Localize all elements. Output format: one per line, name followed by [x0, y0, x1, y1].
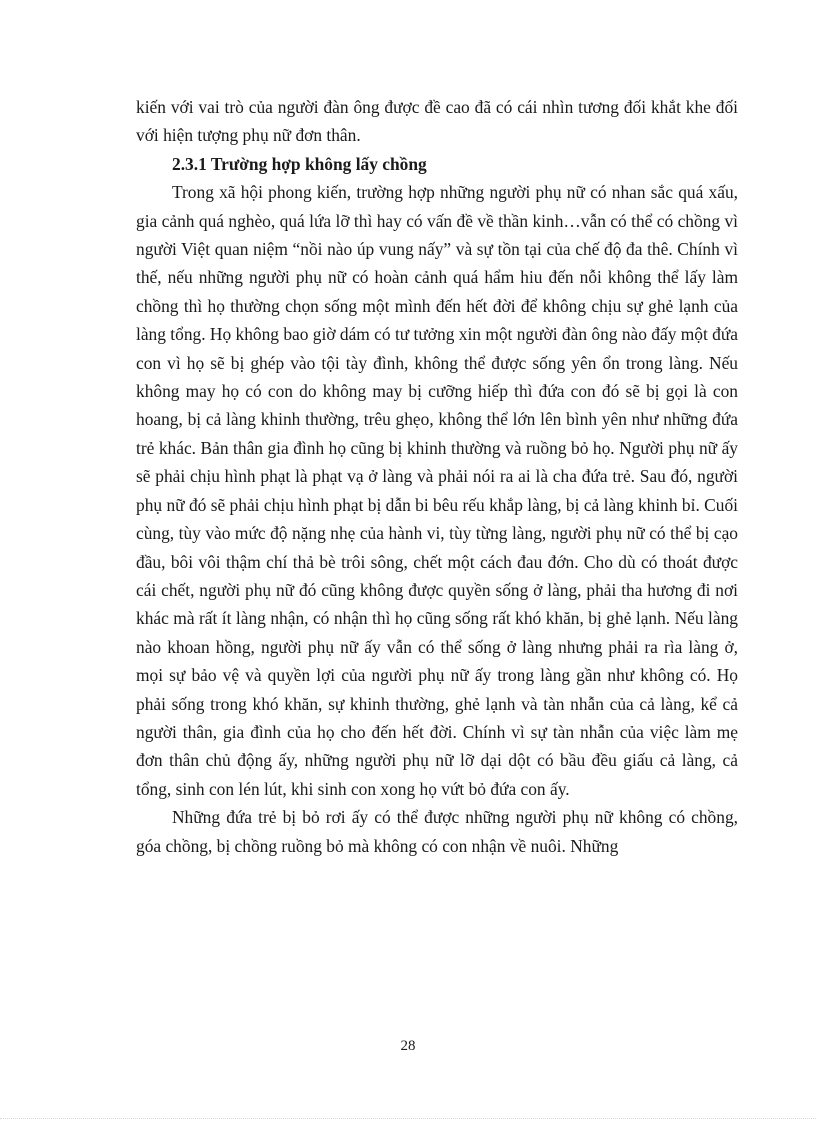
body-text: [136, 93, 738, 860]
paragraph-last: Những đứa trẻ bị bỏ rơi ấy có thể được những người phụ nữ không có chồng, góa chồng, bị chồng ruồng bỏ mà không có con nhận về nuôi. Những: [136, 807, 738, 856]
paragraph-main: Trong xã hội phong kiến, trường hợp những người phụ nữ có nhan sắc quá xấu, gia cảnh quá nghèo, quá lứa lỡ thì hay có vấn đề về thần kinh…vẫn có thể có chồng vì người Việt quan niệm “nồi nào úp vung nấy” và sự tồn tại của chế độ đa thê. Chính vì thế, nếu những người phụ nữ có hoàn cảnh quá hẩm hiu đến nỗi không thể lấy làm chồng thì họ thường chọn sống một mình đến hết đời để không chịu sự ghẻ lạnh của làng tổng. Họ không bao giờ dám có tư tưởng xin một người đàn ông nào đấy một đứa con vì họ sẽ bị ghép vào tội tày đình, không thể được sống yên ổn trong làng. Nếu không may họ có con do không may bị cưỡng hiếp thì đứa con đó sẽ bị gọi là con hoang, bị cả làng khinh thường, trêu ghẹo, không thể lớn lên bình yên như những đứa trẻ khác. Bản thân gia đình họ cũng bị khinh thường và ruồng bỏ họ. Người phụ nữ ấy sẽ phải chịu hình phạt là phạt vạ ở làng và phải nói ra ai là cha đứa trẻ. Sau đó, người phụ nữ đó sẽ phải chịu hình phạt bị dẫn bi bêu rếu khắp làng, bị cả làng khinh bỉ. Cuối cùng, tùy vào mức độ nặng nhẹ của hành vi, tùy từng làng, người phụ nữ có thể bị cạo đầu, bôi vôi thậm chí thả bè trôi sông, chết một cách đau đớn. Cho dù có thoát được cái chết, người phụ nữ đó cũng không được quyền sống ở làng, phải tha hương đi nơi khác mà rất ít làng nhận, có nhận thì họ cũng sống rất khó khăn, bị ghẻ lạnh. Nếu làng nào khoan hồng, người phụ nữ ấy vẫn có thể sống ở làng nhưng phải ra rìa làng ở, mọi sự bảo vệ và quyền lợi của người phụ nữ ấy trong làng gần như không có. Họ phải sống trong khó khăn, sự khinh thường, ghẻ lạnh và tàn nhẫn của cả làng, kể cả người thân, gia đình của họ cho đến hết đời. Chính vì sự tàn nhẫn của việc làm mẹ đơn thân chủ động ấy, những người phụ nữ lỡ dại dột có bầu đều giấu cả làng, cả tổng, sinh con lén lút, khi sinh con xong họ vứt bỏ đứa con ấy.: [136, 182, 738, 799]
page-number: 28: [400, 1038, 416, 1054]
section-heading: 2.3.1 Trường hợp không lấy chồng: [172, 153, 427, 174]
page-bottom-divider: [0, 1118, 816, 1119]
paragraph-continued: kiến với vai trò của người đàn ông được đề cao đã có cái nhìn tương đối khắt khe đối với hiện tượng phụ nữ đơn thân.: [136, 97, 738, 146]
